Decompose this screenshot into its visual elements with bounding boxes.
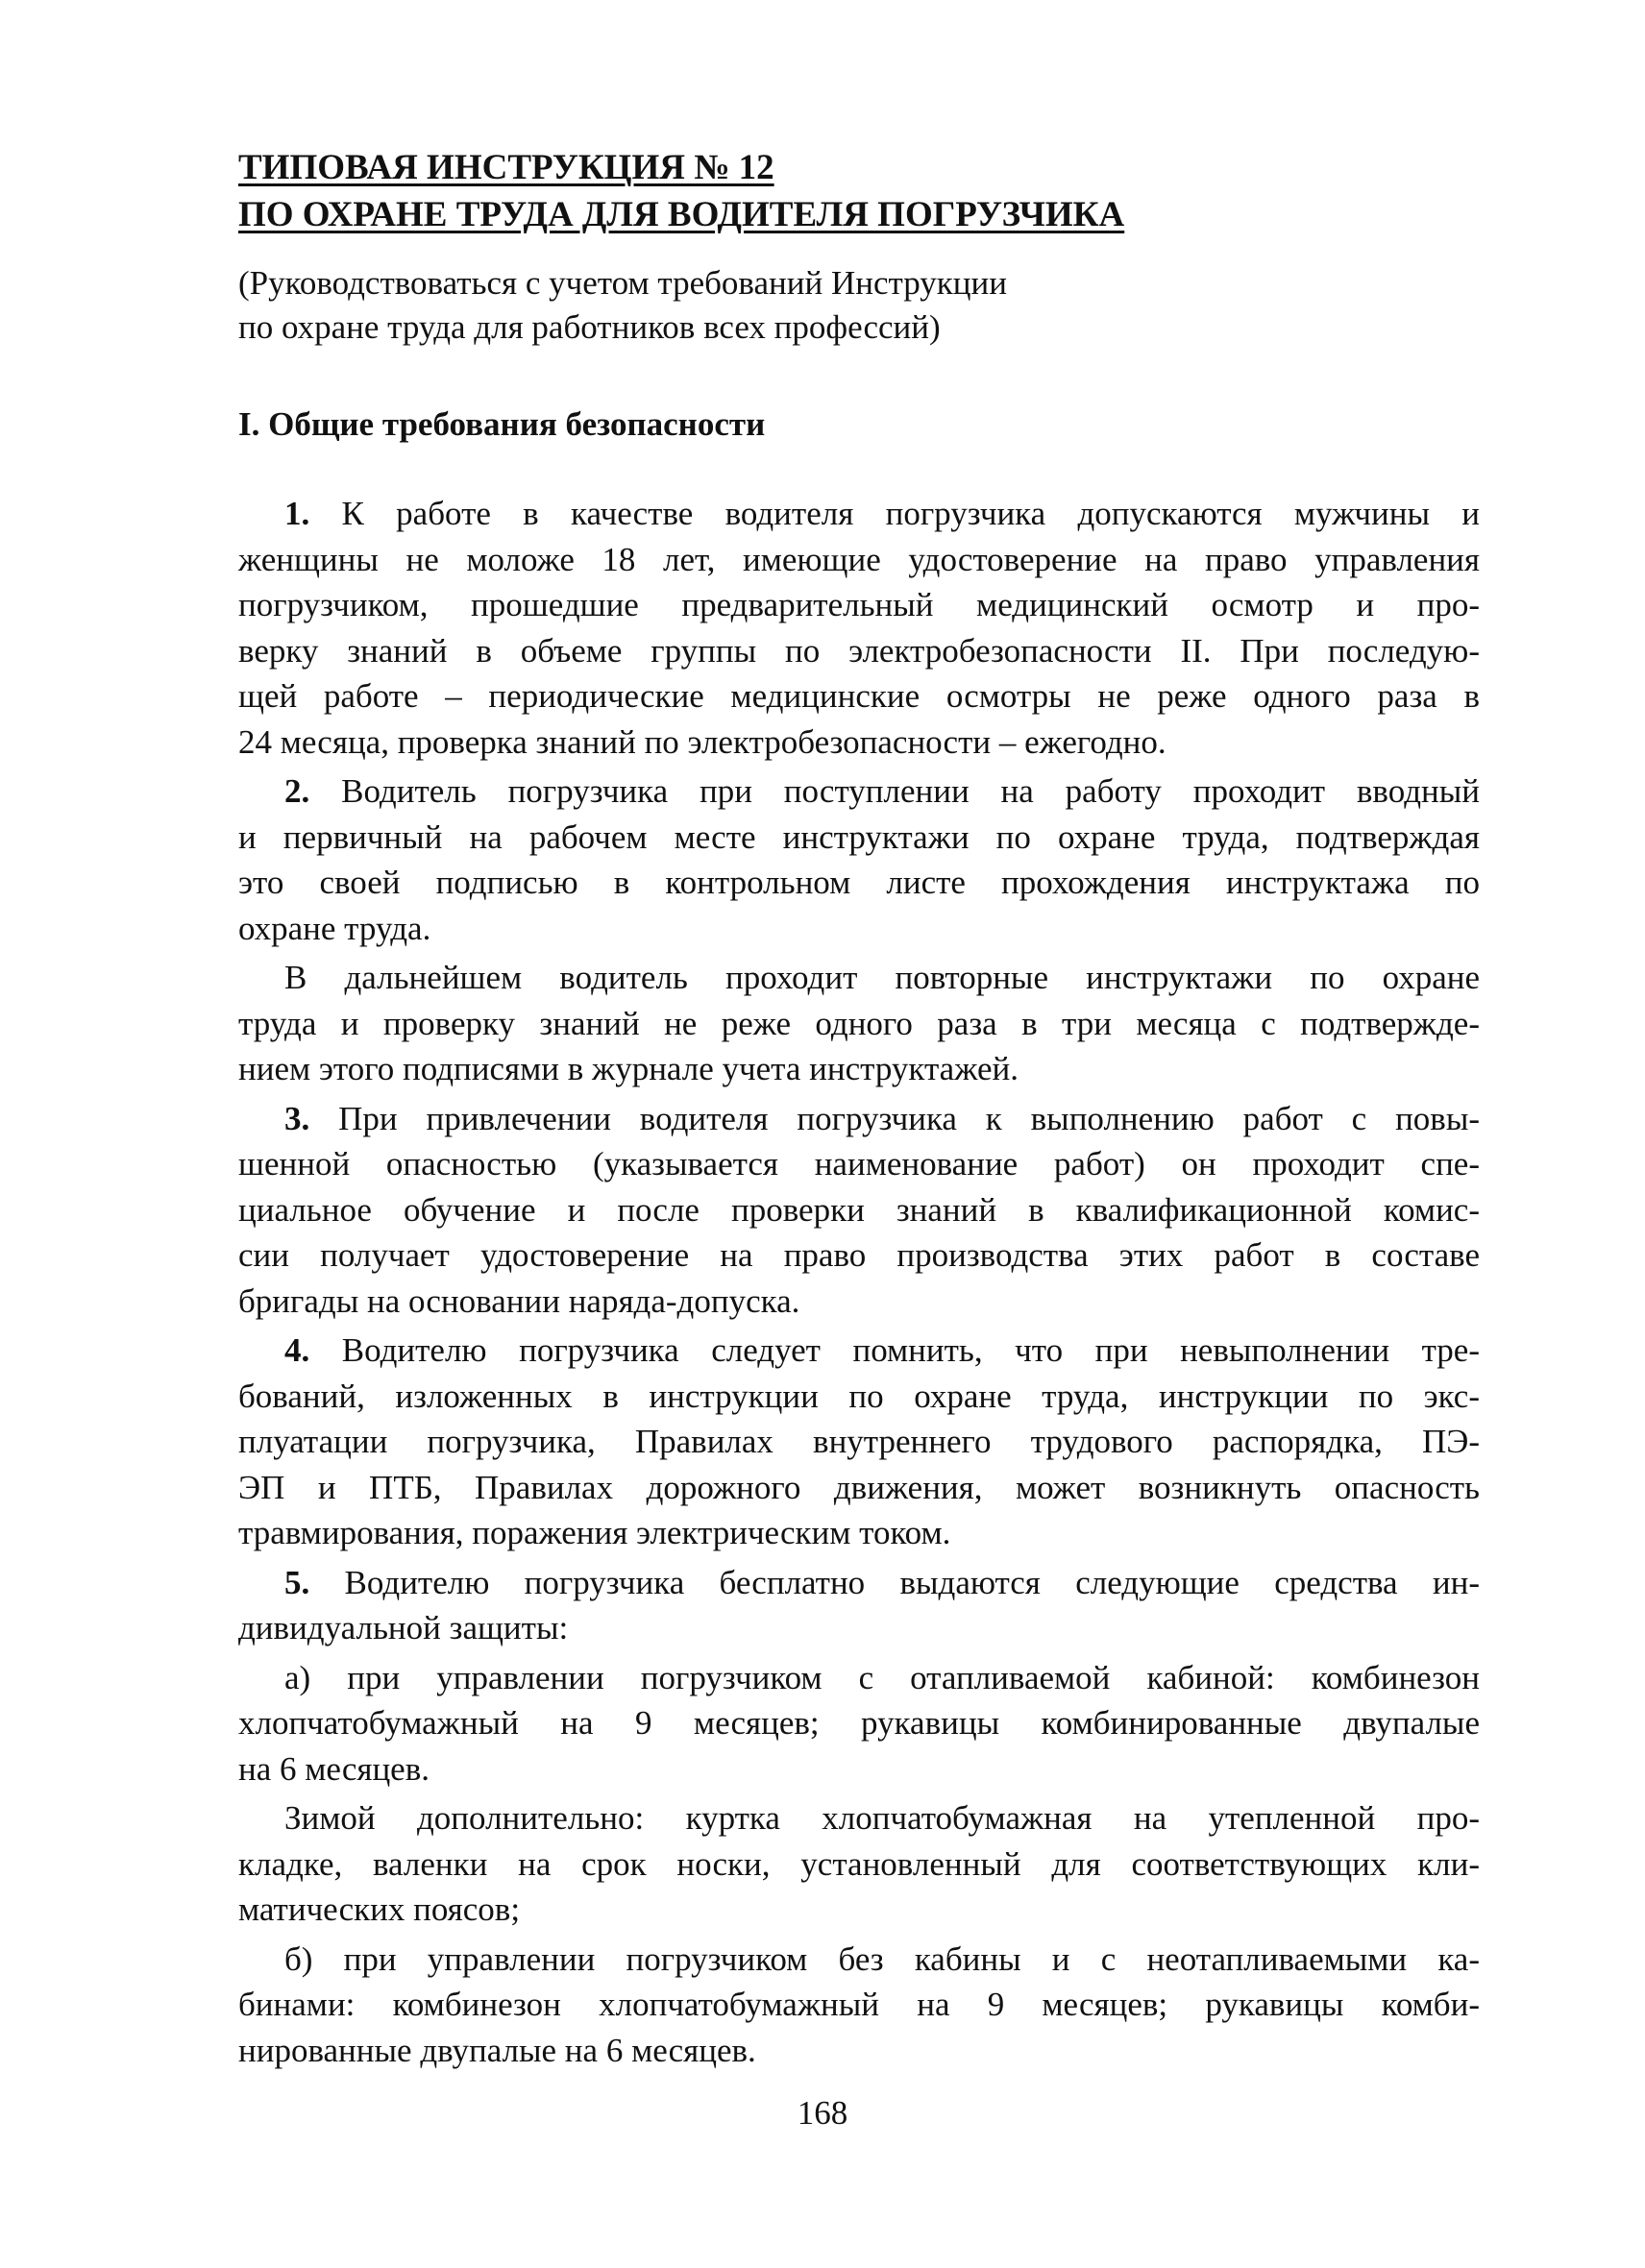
line-text: щей работе – периодические медицинские осмотры не реже одного раза в: [238, 677, 1480, 715]
paragraph: [238, 768, 1480, 951]
title-line: ПО ОХРАНЕ ТРУДА ДЛЯ ВОДИТЕЛЯ ПОГРУЗЧИКА: [238, 195, 1125, 234]
line-text: верку знаний в объеме группы по электробезопасности II. При последую-: [238, 631, 1480, 670]
line-text: бинами: комбинезон хлопчатобумажный на 9 месяцев; рукавицы комби-: [238, 1986, 1480, 2023]
line-text: Водителю погрузчика следует помнить, что при невыполнении тре-: [341, 1331, 1480, 1369]
line-text: При привлечении водителя погрузчика к выполнению работ с повы-: [338, 1099, 1480, 1137]
text-line: [238, 1982, 1480, 2028]
text-line: [238, 1001, 1480, 1047]
line-text: нием этого подписями в журнале учета инструктажей.: [238, 1050, 1019, 1087]
line-text: женщины не моложе 18 лет, имеющие удостоверение на право управления: [238, 540, 1480, 578]
text-line: [238, 1279, 1480, 1325]
text-line: [238, 582, 1480, 628]
paragraph: [238, 1328, 1480, 1556]
text-line: [238, 1887, 1480, 1933]
text-line: [238, 1700, 1480, 1746]
paragraph: [238, 1795, 1480, 1933]
line-text: Водителю погрузчика бесплатно выдаются следующие средства ин-: [344, 1563, 1480, 1601]
document-title: [238, 144, 1480, 238]
paragraph-number: 1.: [284, 495, 310, 532]
line-text: Зимой дополнительно: куртка хлопчатобумажная на утепленной про-: [284, 1799, 1480, 1837]
text-line: [238, 1841, 1480, 1888]
text-line: [238, 1419, 1480, 1465]
page-number: 168: [797, 2094, 848, 2132]
paragraph-number: 3.: [284, 1099, 310, 1137]
title-line: ТИПОВАЯ ИНСТРУКЦИЯ № 12: [238, 148, 774, 187]
paragraph: [238, 1096, 1480, 1325]
text-line: [238, 815, 1480, 861]
text-line: [238, 1510, 1480, 1556]
line-text: дивидуальной защиты:: [238, 1609, 569, 1646]
text-line: [238, 955, 1480, 1001]
paragraph: [238, 1937, 1480, 2074]
subtitle-line: по охране труда для работников всех профессий): [238, 308, 941, 346]
line-text: и первичный на рабочем месте инструктажи по охране труда, подтверждая: [238, 817, 1480, 856]
line-text: охране труда.: [238, 909, 431, 947]
text-line: [238, 1746, 1480, 1792]
paragraph: [238, 491, 1480, 765]
line-text: К работе в качестве водителя погрузчика допускаются мужчины и: [341, 495, 1480, 532]
line-text: кладке, валенки на срок носки, установленный для соответствующих кли-: [238, 1844, 1480, 1883]
line-text: на 6 месяцев.: [238, 1749, 430, 1788]
text-line: [238, 2028, 1480, 2074]
line-text: б) при управлении погрузчиком без кабины и с неотапливаемыми ка-: [284, 1939, 1480, 1978]
line-text: хлопчатобумажный на 9 месяцев; рукавицы комбинированные двупалые: [238, 1704, 1480, 1742]
text-line: [238, 1328, 1480, 1374]
line-text: травмирования, поражения электрическим током.: [238, 1514, 951, 1551]
section-heading: I. Общие требования безопасности: [238, 405, 766, 443]
text-line: [238, 1465, 1480, 1511]
line-text: В дальнейшем водитель проходит повторные инструктажи по охране: [284, 959, 1480, 996]
text-line: [238, 860, 1480, 906]
text-line: [238, 906, 1480, 952]
text-line: [238, 1560, 1480, 1606]
text-line: [238, 1655, 1480, 1701]
text-line: [238, 491, 1480, 537]
line-text: сии получает удостоверение на право производства этих работ в составе: [238, 1236, 1480, 1274]
text-line: [238, 1374, 1480, 1420]
text-line: [238, 768, 1480, 815]
line-text: погрузчиком, прошедшие предварительный медицинский осмотр и про-: [238, 586, 1480, 623]
document-body: [238, 491, 1480, 2077]
line-text: матических поясов;: [238, 1890, 521, 1928]
text-line: [238, 1605, 1480, 1651]
text-line: [238, 719, 1480, 766]
paragraph: [238, 1655, 1480, 1792]
paragraph-number: 4.: [284, 1331, 310, 1369]
text-line: [238, 1795, 1480, 1841]
paragraph: [238, 955, 1480, 1092]
text-line: [238, 1232, 1480, 1279]
line-text: а) при управлении погрузчиком с отапливаемой кабиной: комбинезон: [284, 1658, 1480, 1696]
paragraph-number: 5.: [284, 1563, 310, 1601]
text-line: [238, 1187, 1480, 1233]
text-line: [238, 537, 1480, 583]
text-line: [238, 628, 1480, 674]
text-line: [238, 1141, 1480, 1187]
text-line: [238, 1096, 1480, 1142]
document-subtitle: [238, 261, 1480, 350]
line-text: это своей подписью в контрольном листе прохождения инструктажа по: [238, 864, 1480, 901]
text-line: [238, 1046, 1480, 1092]
line-text: циальное обучение и после проверки знаний в квалификационной комис-: [238, 1190, 1480, 1229]
line-text: плуатации погрузчика, Правилах внутреннего трудового распорядка, ПЭ-: [238, 1423, 1480, 1460]
line-text: ЭП и ПТБ, Правилах дорожного движения, может возникнуть опасность: [238, 1468, 1480, 1506]
line-text: 24 месяца, проверка знаний по электробезопасности – ежегодно.: [238, 722, 1166, 761]
line-text: Водитель погрузчика при поступлении на работу проходит вводный: [341, 772, 1480, 810]
line-text: бригады на основании наряда-допуска.: [238, 1281, 800, 1320]
subtitle-line: (Руководствоваться с учетом требований Инструкции: [238, 264, 1007, 302]
text-line: [238, 673, 1480, 719]
line-text: нированные двупалые на 6 месяцев.: [238, 2031, 756, 2069]
line-text: труда и проверку знаний не реже одного раза в три месяца с подтвержде-: [238, 1004, 1480, 1042]
text-line: [238, 1937, 1480, 1983]
paragraph: [238, 1560, 1480, 1651]
line-text: бований, изложенных в инструкции по охране труда, инструкции по экс-: [238, 1377, 1480, 1415]
paragraph-number: 2.: [284, 772, 310, 810]
line-text: шенной опасностью (указывается наименование работ) он проходит спе-: [238, 1145, 1480, 1183]
